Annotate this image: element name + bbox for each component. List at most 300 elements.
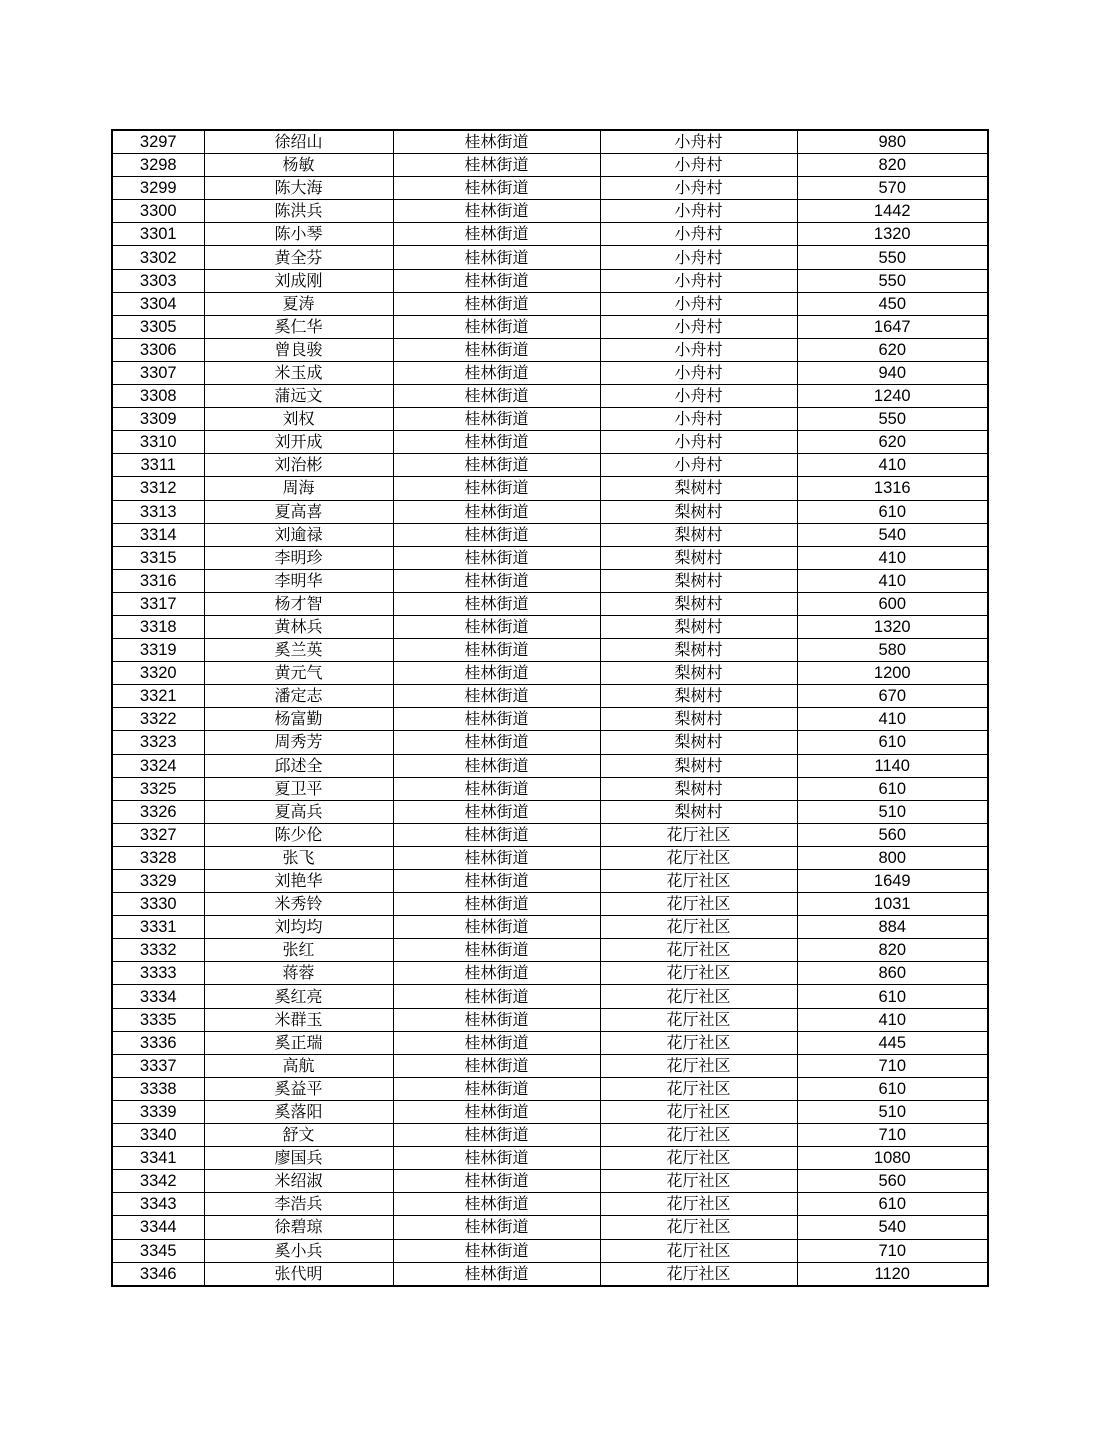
row-number-cell: 3319 (112, 639, 204, 662)
street-cell: 桂林街道 (393, 408, 600, 431)
name-cell: 奚益平 (204, 1077, 393, 1100)
table-row (112, 477, 988, 500)
village-cell: 花厅社区 (600, 1054, 797, 1077)
amount-cell: 1140 (797, 754, 988, 777)
name-cell: 杨富勤 (204, 708, 393, 731)
street-cell: 桂林街道 (393, 500, 600, 523)
amount-cell: 610 (797, 500, 988, 523)
row-number-cell: 3328 (112, 846, 204, 869)
amount-cell: 670 (797, 685, 988, 708)
name-cell: 李浩兵 (204, 1193, 393, 1216)
street-cell: 桂林街道 (393, 615, 600, 638)
table-row (112, 315, 988, 338)
name-cell: 奚仁华 (204, 315, 393, 338)
village-cell: 梨树村 (600, 754, 797, 777)
street-cell: 桂林街道 (393, 385, 600, 408)
table-row (112, 823, 988, 846)
amount-cell: 580 (797, 639, 988, 662)
row-number-cell: 3333 (112, 962, 204, 985)
village-cell: 小舟村 (600, 154, 797, 177)
amount-cell: 510 (797, 800, 988, 823)
table-row (112, 1262, 988, 1286)
amount-cell: 600 (797, 592, 988, 615)
row-number-cell: 3337 (112, 1054, 204, 1077)
street-cell: 桂林街道 (393, 246, 600, 269)
row-number-cell: 3314 (112, 523, 204, 546)
name-cell: 夏涛 (204, 292, 393, 315)
amount-cell: 620 (797, 338, 988, 361)
village-cell: 梨树村 (600, 615, 797, 638)
row-number-cell: 3307 (112, 361, 204, 384)
name-cell: 黄全芬 (204, 246, 393, 269)
table-row (112, 1170, 988, 1193)
village-cell: 梨树村 (600, 662, 797, 685)
street-cell: 桂林街道 (393, 569, 600, 592)
row-number-cell: 3300 (112, 200, 204, 223)
name-cell: 周海 (204, 477, 393, 500)
name-cell: 廖国兵 (204, 1147, 393, 1170)
street-cell: 桂林街道 (393, 1216, 600, 1239)
amount-cell: 710 (797, 1124, 988, 1147)
amount-cell: 610 (797, 1193, 988, 1216)
name-cell: 潘定志 (204, 685, 393, 708)
row-number-cell: 3332 (112, 939, 204, 962)
row-number-cell: 3303 (112, 269, 204, 292)
village-cell: 梨树村 (600, 708, 797, 731)
village-cell: 小舟村 (600, 315, 797, 338)
table-row (112, 1147, 988, 1170)
name-cell: 刘开成 (204, 431, 393, 454)
amount-cell: 1200 (797, 662, 988, 685)
table-row (112, 408, 988, 431)
amount-cell: 820 (797, 939, 988, 962)
amount-cell: 1647 (797, 315, 988, 338)
name-cell: 李明珍 (204, 546, 393, 569)
name-cell: 曾良骏 (204, 338, 393, 361)
name-cell: 夏高兵 (204, 800, 393, 823)
table-row (112, 200, 988, 223)
street-cell: 桂林街道 (393, 662, 600, 685)
table-row (112, 685, 988, 708)
data-table (111, 129, 989, 1287)
row-number-cell: 3309 (112, 408, 204, 431)
row-number-cell: 3330 (112, 893, 204, 916)
street-cell: 桂林街道 (393, 523, 600, 546)
name-cell: 邱述全 (204, 754, 393, 777)
table-body (112, 130, 988, 1286)
street-cell: 桂林街道 (393, 1124, 600, 1147)
table-row (112, 800, 988, 823)
row-number-cell: 3326 (112, 800, 204, 823)
name-cell: 刘治彬 (204, 454, 393, 477)
table-row (112, 338, 988, 361)
village-cell: 梨树村 (600, 777, 797, 800)
amount-cell: 1031 (797, 893, 988, 916)
village-cell: 花厅社区 (600, 823, 797, 846)
name-cell: 徐绍山 (204, 130, 393, 154)
row-number-cell: 3327 (112, 823, 204, 846)
table-row (112, 454, 988, 477)
row-number-cell: 3342 (112, 1170, 204, 1193)
amount-cell: 510 (797, 1100, 988, 1123)
table-row (112, 1008, 988, 1031)
name-cell: 奚兰英 (204, 639, 393, 662)
row-number-cell: 3336 (112, 1031, 204, 1054)
street-cell: 桂林街道 (393, 985, 600, 1008)
table-row (112, 223, 988, 246)
street-cell: 桂林街道 (393, 130, 600, 154)
amount-cell: 570 (797, 177, 988, 200)
amount-cell: 710 (797, 1239, 988, 1262)
row-number-cell: 3306 (112, 338, 204, 361)
village-cell: 小舟村 (600, 408, 797, 431)
row-number-cell: 3346 (112, 1262, 204, 1286)
name-cell: 奚落阳 (204, 1100, 393, 1123)
street-cell: 桂林街道 (393, 477, 600, 500)
street-cell: 桂林街道 (393, 777, 600, 800)
village-cell: 花厅社区 (600, 1008, 797, 1031)
street-cell: 桂林街道 (393, 893, 600, 916)
table-row (112, 1193, 988, 1216)
amount-cell: 610 (797, 777, 988, 800)
amount-cell: 550 (797, 269, 988, 292)
amount-cell: 560 (797, 1170, 988, 1193)
table-row (112, 130, 988, 154)
amount-cell: 550 (797, 408, 988, 431)
name-cell: 陈少伦 (204, 823, 393, 846)
row-number-cell: 3341 (112, 1147, 204, 1170)
table-row (112, 1239, 988, 1262)
table-row (112, 500, 988, 523)
table-row (112, 939, 988, 962)
amount-cell: 540 (797, 523, 988, 546)
village-cell: 花厅社区 (600, 1077, 797, 1100)
table-row (112, 569, 988, 592)
street-cell: 桂林街道 (393, 731, 600, 754)
village-cell: 花厅社区 (600, 1216, 797, 1239)
table-row (112, 962, 988, 985)
village-cell: 花厅社区 (600, 846, 797, 869)
table-row (112, 431, 988, 454)
street-cell: 桂林街道 (393, 685, 600, 708)
village-cell: 花厅社区 (600, 962, 797, 985)
village-cell: 小舟村 (600, 431, 797, 454)
street-cell: 桂林街道 (393, 1031, 600, 1054)
table-row (112, 708, 988, 731)
village-cell: 梨树村 (600, 731, 797, 754)
table-row (112, 1100, 988, 1123)
table-row (112, 1216, 988, 1239)
street-cell: 桂林街道 (393, 939, 600, 962)
row-number-cell: 3315 (112, 546, 204, 569)
village-cell: 小舟村 (600, 269, 797, 292)
name-cell: 奚小兵 (204, 1239, 393, 1262)
name-cell: 刘权 (204, 408, 393, 431)
street-cell: 桂林街道 (393, 708, 600, 731)
row-number-cell: 3313 (112, 500, 204, 523)
amount-cell: 860 (797, 962, 988, 985)
village-cell: 小舟村 (600, 177, 797, 200)
row-number-cell: 3317 (112, 592, 204, 615)
village-cell: 梨树村 (600, 639, 797, 662)
village-cell: 梨树村 (600, 523, 797, 546)
table-row (112, 662, 988, 685)
name-cell: 徐碧琼 (204, 1216, 393, 1239)
village-cell: 梨树村 (600, 569, 797, 592)
amount-cell: 410 (797, 569, 988, 592)
amount-cell: 560 (797, 823, 988, 846)
table-row (112, 592, 988, 615)
amount-cell: 1442 (797, 200, 988, 223)
row-number-cell: 3320 (112, 662, 204, 685)
row-number-cell: 3345 (112, 1239, 204, 1262)
row-number-cell: 3340 (112, 1124, 204, 1147)
amount-cell: 450 (797, 292, 988, 315)
table-row (112, 269, 988, 292)
amount-cell: 410 (797, 546, 988, 569)
row-number-cell: 3304 (112, 292, 204, 315)
village-cell: 花厅社区 (600, 1262, 797, 1286)
village-cell: 花厅社区 (600, 1193, 797, 1216)
street-cell: 桂林街道 (393, 800, 600, 823)
village-cell: 梨树村 (600, 500, 797, 523)
table-row (112, 154, 988, 177)
amount-cell: 540 (797, 1216, 988, 1239)
amount-cell: 445 (797, 1031, 988, 1054)
table-row (112, 777, 988, 800)
table-row (112, 870, 988, 893)
village-cell: 花厅社区 (600, 916, 797, 939)
table-row (112, 292, 988, 315)
name-cell: 刘逾禄 (204, 523, 393, 546)
village-cell: 小舟村 (600, 246, 797, 269)
street-cell: 桂林街道 (393, 1170, 600, 1193)
street-cell: 桂林街道 (393, 154, 600, 177)
village-cell: 小舟村 (600, 454, 797, 477)
village-cell: 小舟村 (600, 385, 797, 408)
name-cell: 夏卫平 (204, 777, 393, 800)
name-cell: 周秀芳 (204, 731, 393, 754)
village-cell: 梨树村 (600, 685, 797, 708)
row-number-cell: 3334 (112, 985, 204, 1008)
table-row (112, 546, 988, 569)
street-cell: 桂林街道 (393, 1193, 600, 1216)
row-number-cell: 3325 (112, 777, 204, 800)
street-cell: 桂林街道 (393, 870, 600, 893)
street-cell: 桂林街道 (393, 315, 600, 338)
table-row (112, 1124, 988, 1147)
amount-cell: 1316 (797, 477, 988, 500)
table-row (112, 615, 988, 638)
name-cell: 黄林兵 (204, 615, 393, 638)
row-number-cell: 3323 (112, 731, 204, 754)
amount-cell: 980 (797, 130, 988, 154)
street-cell: 桂林街道 (393, 592, 600, 615)
row-number-cell: 3318 (112, 615, 204, 638)
street-cell: 桂林街道 (393, 361, 600, 384)
amount-cell: 820 (797, 154, 988, 177)
name-cell: 刘成刚 (204, 269, 393, 292)
street-cell: 桂林街道 (393, 639, 600, 662)
table-row (112, 523, 988, 546)
amount-cell: 940 (797, 361, 988, 384)
name-cell: 米群玉 (204, 1008, 393, 1031)
amount-cell: 610 (797, 985, 988, 1008)
street-cell: 桂林街道 (393, 292, 600, 315)
amount-cell: 800 (797, 846, 988, 869)
row-number-cell: 3310 (112, 431, 204, 454)
row-number-cell: 3297 (112, 130, 204, 154)
amount-cell: 1320 (797, 615, 988, 638)
table-row (112, 731, 988, 754)
street-cell: 桂林街道 (393, 338, 600, 361)
amount-cell: 410 (797, 454, 988, 477)
name-cell: 蒲远文 (204, 385, 393, 408)
village-cell: 梨树村 (600, 800, 797, 823)
table-row (112, 385, 988, 408)
village-cell: 花厅社区 (600, 1147, 797, 1170)
amount-cell: 620 (797, 431, 988, 454)
street-cell: 桂林街道 (393, 177, 600, 200)
street-cell: 桂林街道 (393, 1077, 600, 1100)
row-number-cell: 3305 (112, 315, 204, 338)
street-cell: 桂林街道 (393, 1100, 600, 1123)
street-cell: 桂林街道 (393, 454, 600, 477)
amount-cell: 610 (797, 1077, 988, 1100)
village-cell: 花厅社区 (600, 1031, 797, 1054)
street-cell: 桂林街道 (393, 1008, 600, 1031)
amount-cell: 1649 (797, 870, 988, 893)
name-cell: 张飞 (204, 846, 393, 869)
name-cell: 夏高喜 (204, 500, 393, 523)
village-cell: 花厅社区 (600, 1124, 797, 1147)
name-cell: 陈洪兵 (204, 200, 393, 223)
table-row (112, 846, 988, 869)
village-cell: 小舟村 (600, 361, 797, 384)
street-cell: 桂林街道 (393, 1054, 600, 1077)
amount-cell: 410 (797, 1008, 988, 1031)
name-cell: 陈小琴 (204, 223, 393, 246)
amount-cell: 1120 (797, 1262, 988, 1286)
village-cell: 梨树村 (600, 592, 797, 615)
street-cell: 桂林街道 (393, 823, 600, 846)
row-number-cell: 3335 (112, 1008, 204, 1031)
village-cell: 花厅社区 (600, 939, 797, 962)
row-number-cell: 3331 (112, 916, 204, 939)
village-cell: 花厅社区 (600, 1170, 797, 1193)
name-cell: 陈大海 (204, 177, 393, 200)
row-number-cell: 3311 (112, 454, 204, 477)
amount-cell: 550 (797, 246, 988, 269)
name-cell: 黄元气 (204, 662, 393, 685)
table-row (112, 1054, 988, 1077)
row-number-cell: 3343 (112, 1193, 204, 1216)
row-number-cell: 3298 (112, 154, 204, 177)
table-row (112, 361, 988, 384)
name-cell: 李明华 (204, 569, 393, 592)
table-row (112, 1077, 988, 1100)
row-number-cell: 3344 (112, 1216, 204, 1239)
name-cell: 张红 (204, 939, 393, 962)
row-number-cell: 3301 (112, 223, 204, 246)
village-cell: 小舟村 (600, 200, 797, 223)
table-row (112, 893, 988, 916)
name-cell: 米秀铃 (204, 893, 393, 916)
row-number-cell: 3302 (112, 246, 204, 269)
street-cell: 桂林街道 (393, 1262, 600, 1286)
amount-cell: 1240 (797, 385, 988, 408)
village-cell: 小舟村 (600, 338, 797, 361)
street-cell: 桂林街道 (393, 269, 600, 292)
name-cell: 蒋蓉 (204, 962, 393, 985)
table-row (112, 177, 988, 200)
name-cell: 舒文 (204, 1124, 393, 1147)
street-cell: 桂林街道 (393, 846, 600, 869)
row-number-cell: 3312 (112, 477, 204, 500)
village-cell: 花厅社区 (600, 985, 797, 1008)
name-cell: 奚红亮 (204, 985, 393, 1008)
table-row (112, 639, 988, 662)
name-cell: 刘艳华 (204, 870, 393, 893)
street-cell: 桂林街道 (393, 1239, 600, 1262)
name-cell: 奚正瑞 (204, 1031, 393, 1054)
street-cell: 桂林街道 (393, 754, 600, 777)
row-number-cell: 3324 (112, 754, 204, 777)
name-cell: 刘均均 (204, 916, 393, 939)
name-cell: 高航 (204, 1054, 393, 1077)
street-cell: 桂林街道 (393, 916, 600, 939)
village-cell: 花厅社区 (600, 1100, 797, 1123)
amount-cell: 1080 (797, 1147, 988, 1170)
row-number-cell: 3308 (112, 385, 204, 408)
row-number-cell: 3321 (112, 685, 204, 708)
name-cell: 杨敏 (204, 154, 393, 177)
row-number-cell: 3339 (112, 1100, 204, 1123)
table-row (112, 985, 988, 1008)
name-cell: 杨才智 (204, 592, 393, 615)
row-number-cell: 3322 (112, 708, 204, 731)
table-row (112, 916, 988, 939)
street-cell: 桂林街道 (393, 1147, 600, 1170)
street-cell: 桂林街道 (393, 546, 600, 569)
table-row (112, 754, 988, 777)
village-cell: 梨树村 (600, 477, 797, 500)
village-cell: 小舟村 (600, 292, 797, 315)
amount-cell: 710 (797, 1054, 988, 1077)
row-number-cell: 3316 (112, 569, 204, 592)
village-cell: 花厅社区 (600, 870, 797, 893)
row-number-cell: 3338 (112, 1077, 204, 1100)
amount-cell: 884 (797, 916, 988, 939)
name-cell: 米玉成 (204, 361, 393, 384)
amount-cell: 410 (797, 708, 988, 731)
street-cell: 桂林街道 (393, 223, 600, 246)
name-cell: 张代明 (204, 1262, 393, 1286)
amount-cell: 1320 (797, 223, 988, 246)
amount-cell: 610 (797, 731, 988, 754)
village-cell: 花厅社区 (600, 893, 797, 916)
village-cell: 小舟村 (600, 223, 797, 246)
row-number-cell: 3329 (112, 870, 204, 893)
street-cell: 桂林街道 (393, 200, 600, 223)
street-cell: 桂林街道 (393, 431, 600, 454)
name-cell: 米绍淑 (204, 1170, 393, 1193)
table-row (112, 1031, 988, 1054)
village-cell: 梨树村 (600, 546, 797, 569)
village-cell: 花厅社区 (600, 1239, 797, 1262)
street-cell: 桂林街道 (393, 962, 600, 985)
table-row (112, 246, 988, 269)
